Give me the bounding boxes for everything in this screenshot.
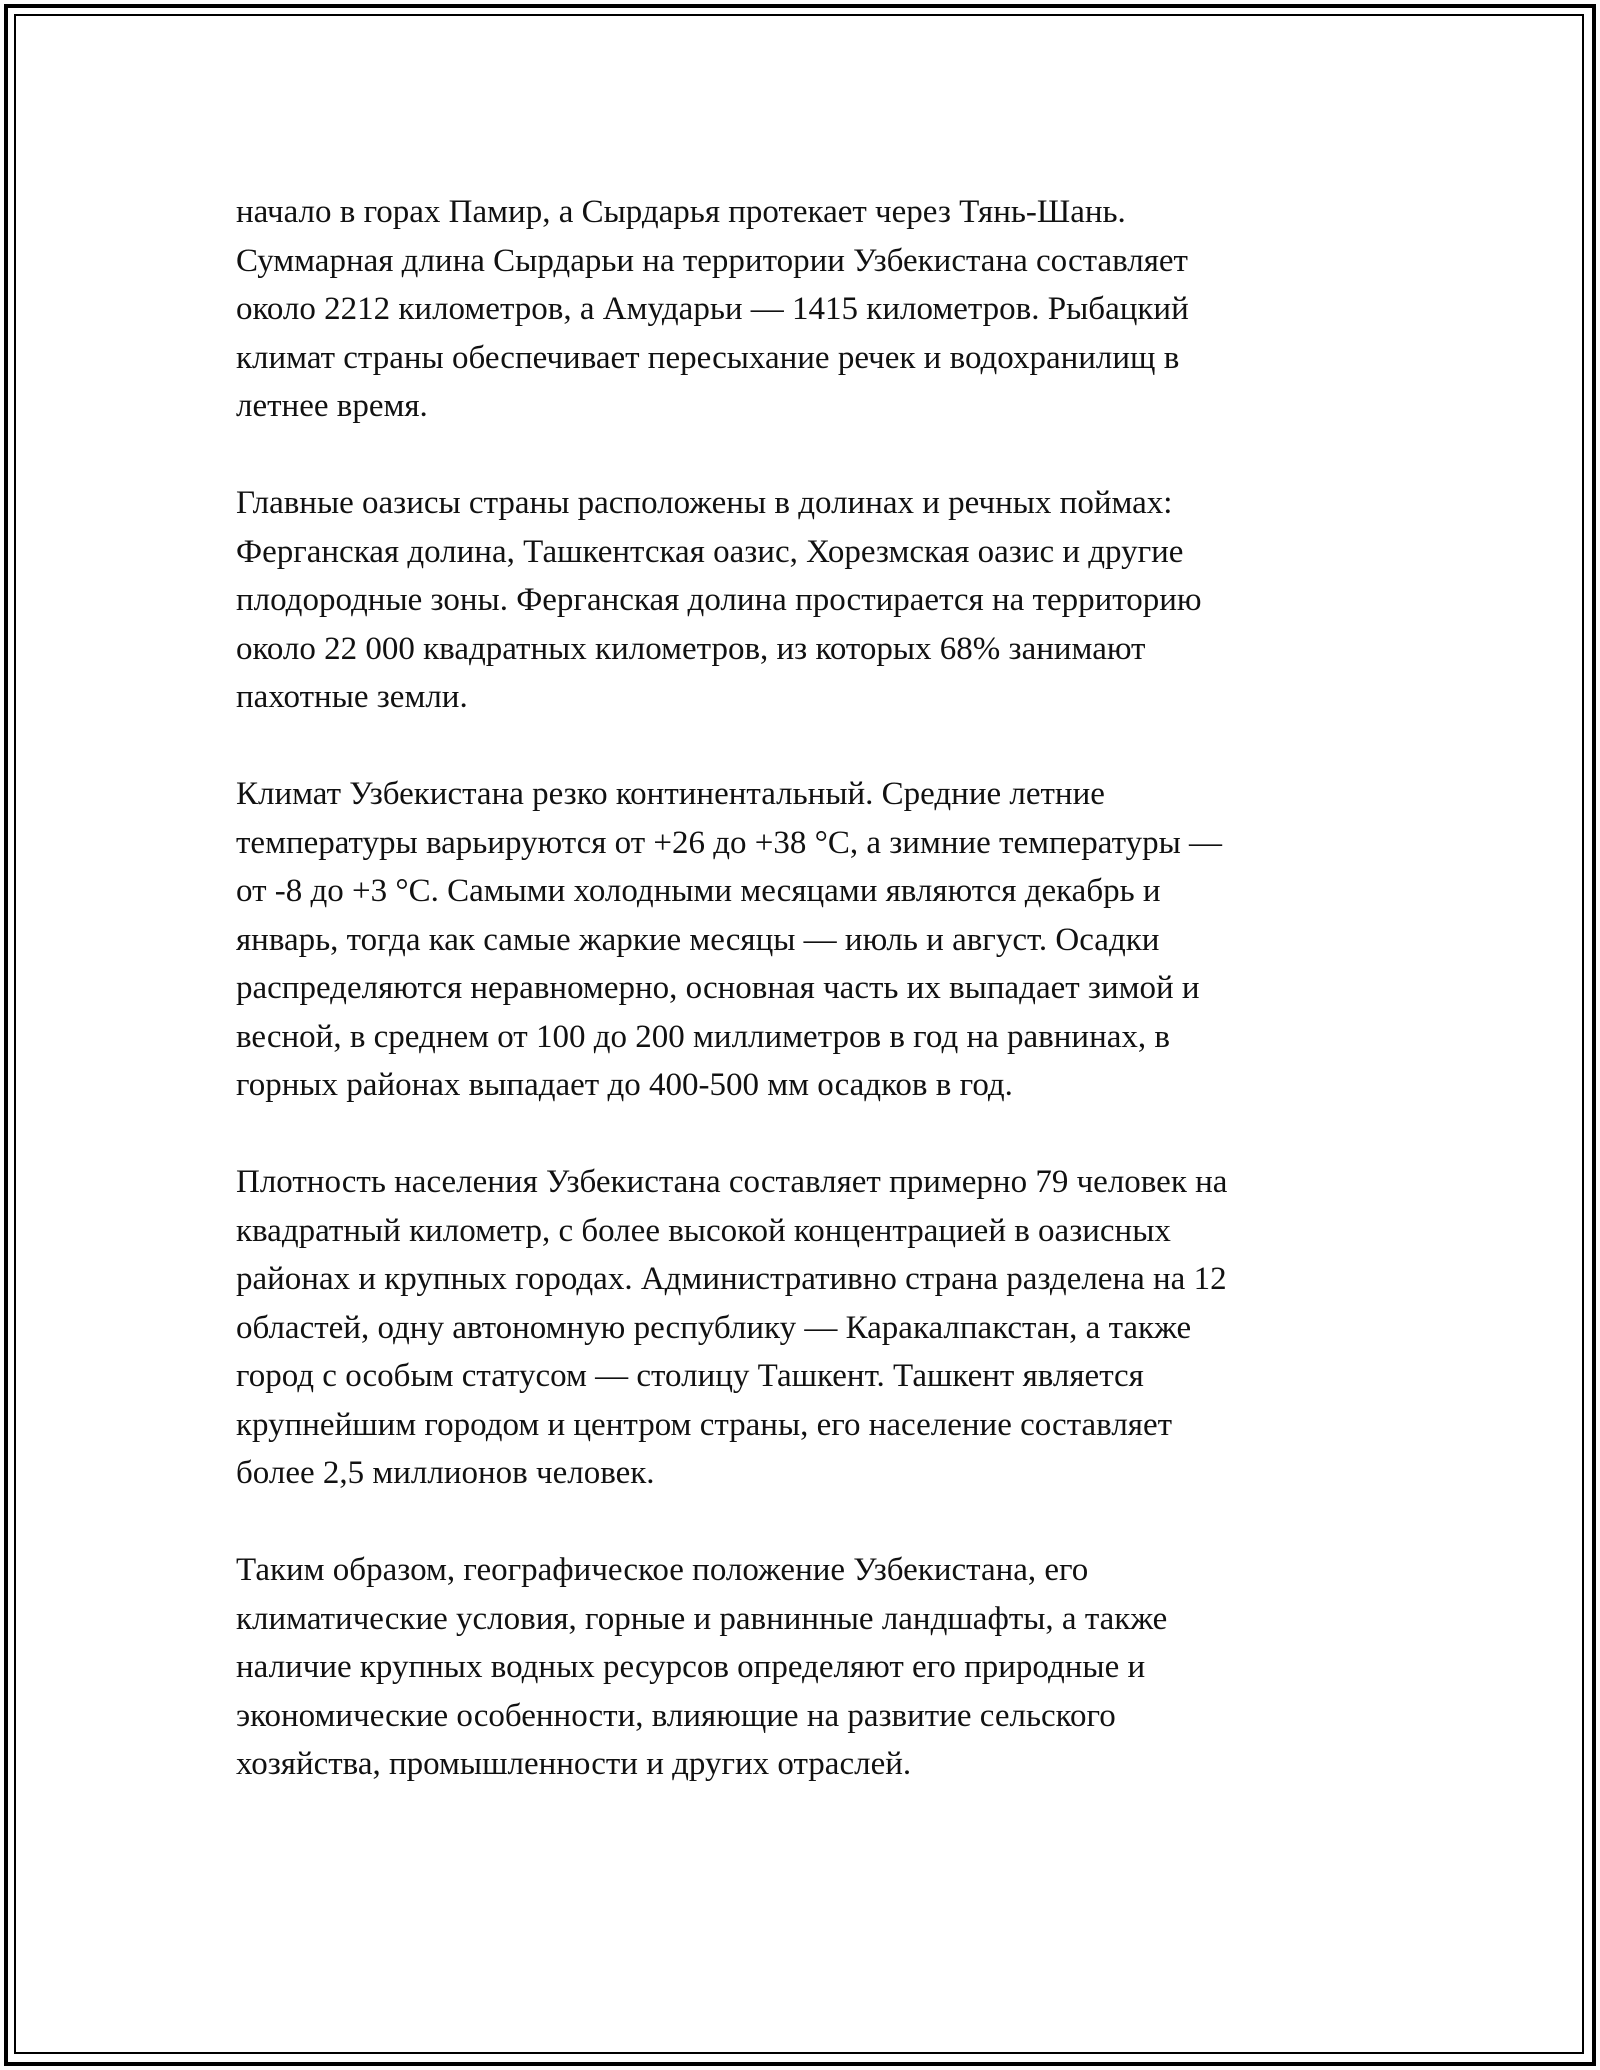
text-line: областей, одну автономную республику — Каракалпакстан, а также — [236, 1309, 1192, 1346]
text-line: Главные оазисы страны расположены в долинах и речных поймах: — [236, 485, 1173, 521]
text-line: летнее время. — [236, 388, 428, 424]
text-line: Ферганская долина, Ташкентская оазис, Хорезмская оазис и другие — [236, 533, 1184, 570]
text-line: горных районах выпадает до 400-500 мм осадков в год. — [236, 1067, 1013, 1103]
text-line: экономические особенности, влияющие на развитие сельского — [236, 1697, 1116, 1734]
text-line: пахотные земли. — [236, 679, 468, 715]
text-line: весной, в среднем от 100 до 200 миллиметров в год на равнинах, в — [236, 1018, 1170, 1055]
text-line: квадратный километр, с более высокой концентрацией в оазисных — [236, 1212, 1171, 1249]
text-line: климат страны обеспечивает пересыхание речек и водохранилищ в — [236, 339, 1180, 376]
text-line: хозяйства, промышленности и других отраслей. — [236, 1746, 912, 1782]
text-line: около 22 000 квадратных километров, из которых 68% занимают — [236, 630, 1146, 667]
text-line: плодородные зоны. Ферганская долина простирается на территорию — [236, 582, 1202, 618]
text-line: наличие крупных водных ресурсов определяют его природные и — [236, 1649, 1146, 1685]
paragraph-population — [236, 1158, 1376, 1498]
text-line: от -8 до +3 °C. Самыми холодными месяцами являются декабрь и — [236, 873, 1161, 909]
paragraph-rivers — [236, 188, 1376, 431]
text-line: Климат Узбекистана резко континентальный. Средние летние — [236, 776, 1105, 812]
text-line: температуры варьируются от +26 до +38 °C, а зимние температуры — — [236, 824, 1223, 861]
document-body — [236, 188, 1376, 1837]
text-line: климатические условия, горные и равнинные ландшафты, а также — [236, 1600, 1168, 1637]
text-line: Суммарная длина Сырдарьи на территории Узбекистана составляет — [236, 242, 1188, 279]
text-line: Таким образом, географическое положение Узбекистана, его — [236, 1552, 1089, 1588]
paragraph-conclusion — [236, 1546, 1376, 1789]
text-line: около 2212 километров, а Амударьи — 1415 километров. Рыбацкий — [236, 291, 1189, 327]
text-line: более 2,5 миллионов человек. — [236, 1455, 655, 1491]
text-line: январь, тогда как самые жаркие месяцы — июль и август. Осадки — [236, 921, 1160, 958]
paragraph-climate — [236, 770, 1376, 1110]
text-line: Плотность населения Узбекистана составляет примерно 79 человек на — [236, 1164, 1228, 1200]
text-line: крупнейшим городом и центром страны, его население составляет — [236, 1406, 1173, 1443]
text-line: город с особым статусом — столицу Ташкент. Ташкент является — [236, 1358, 1144, 1394]
paragraph-oases — [236, 479, 1376, 722]
text-line: начало в горах Памир, а Сырдарья протекает через Тянь-Шань. — [236, 194, 1126, 230]
text-line: районах и крупных городах. Административно страна разделена на 12 — [236, 1261, 1227, 1297]
text-line: распределяются неравномерно, основная часть их выпадает зимой и — [236, 970, 1200, 1006]
